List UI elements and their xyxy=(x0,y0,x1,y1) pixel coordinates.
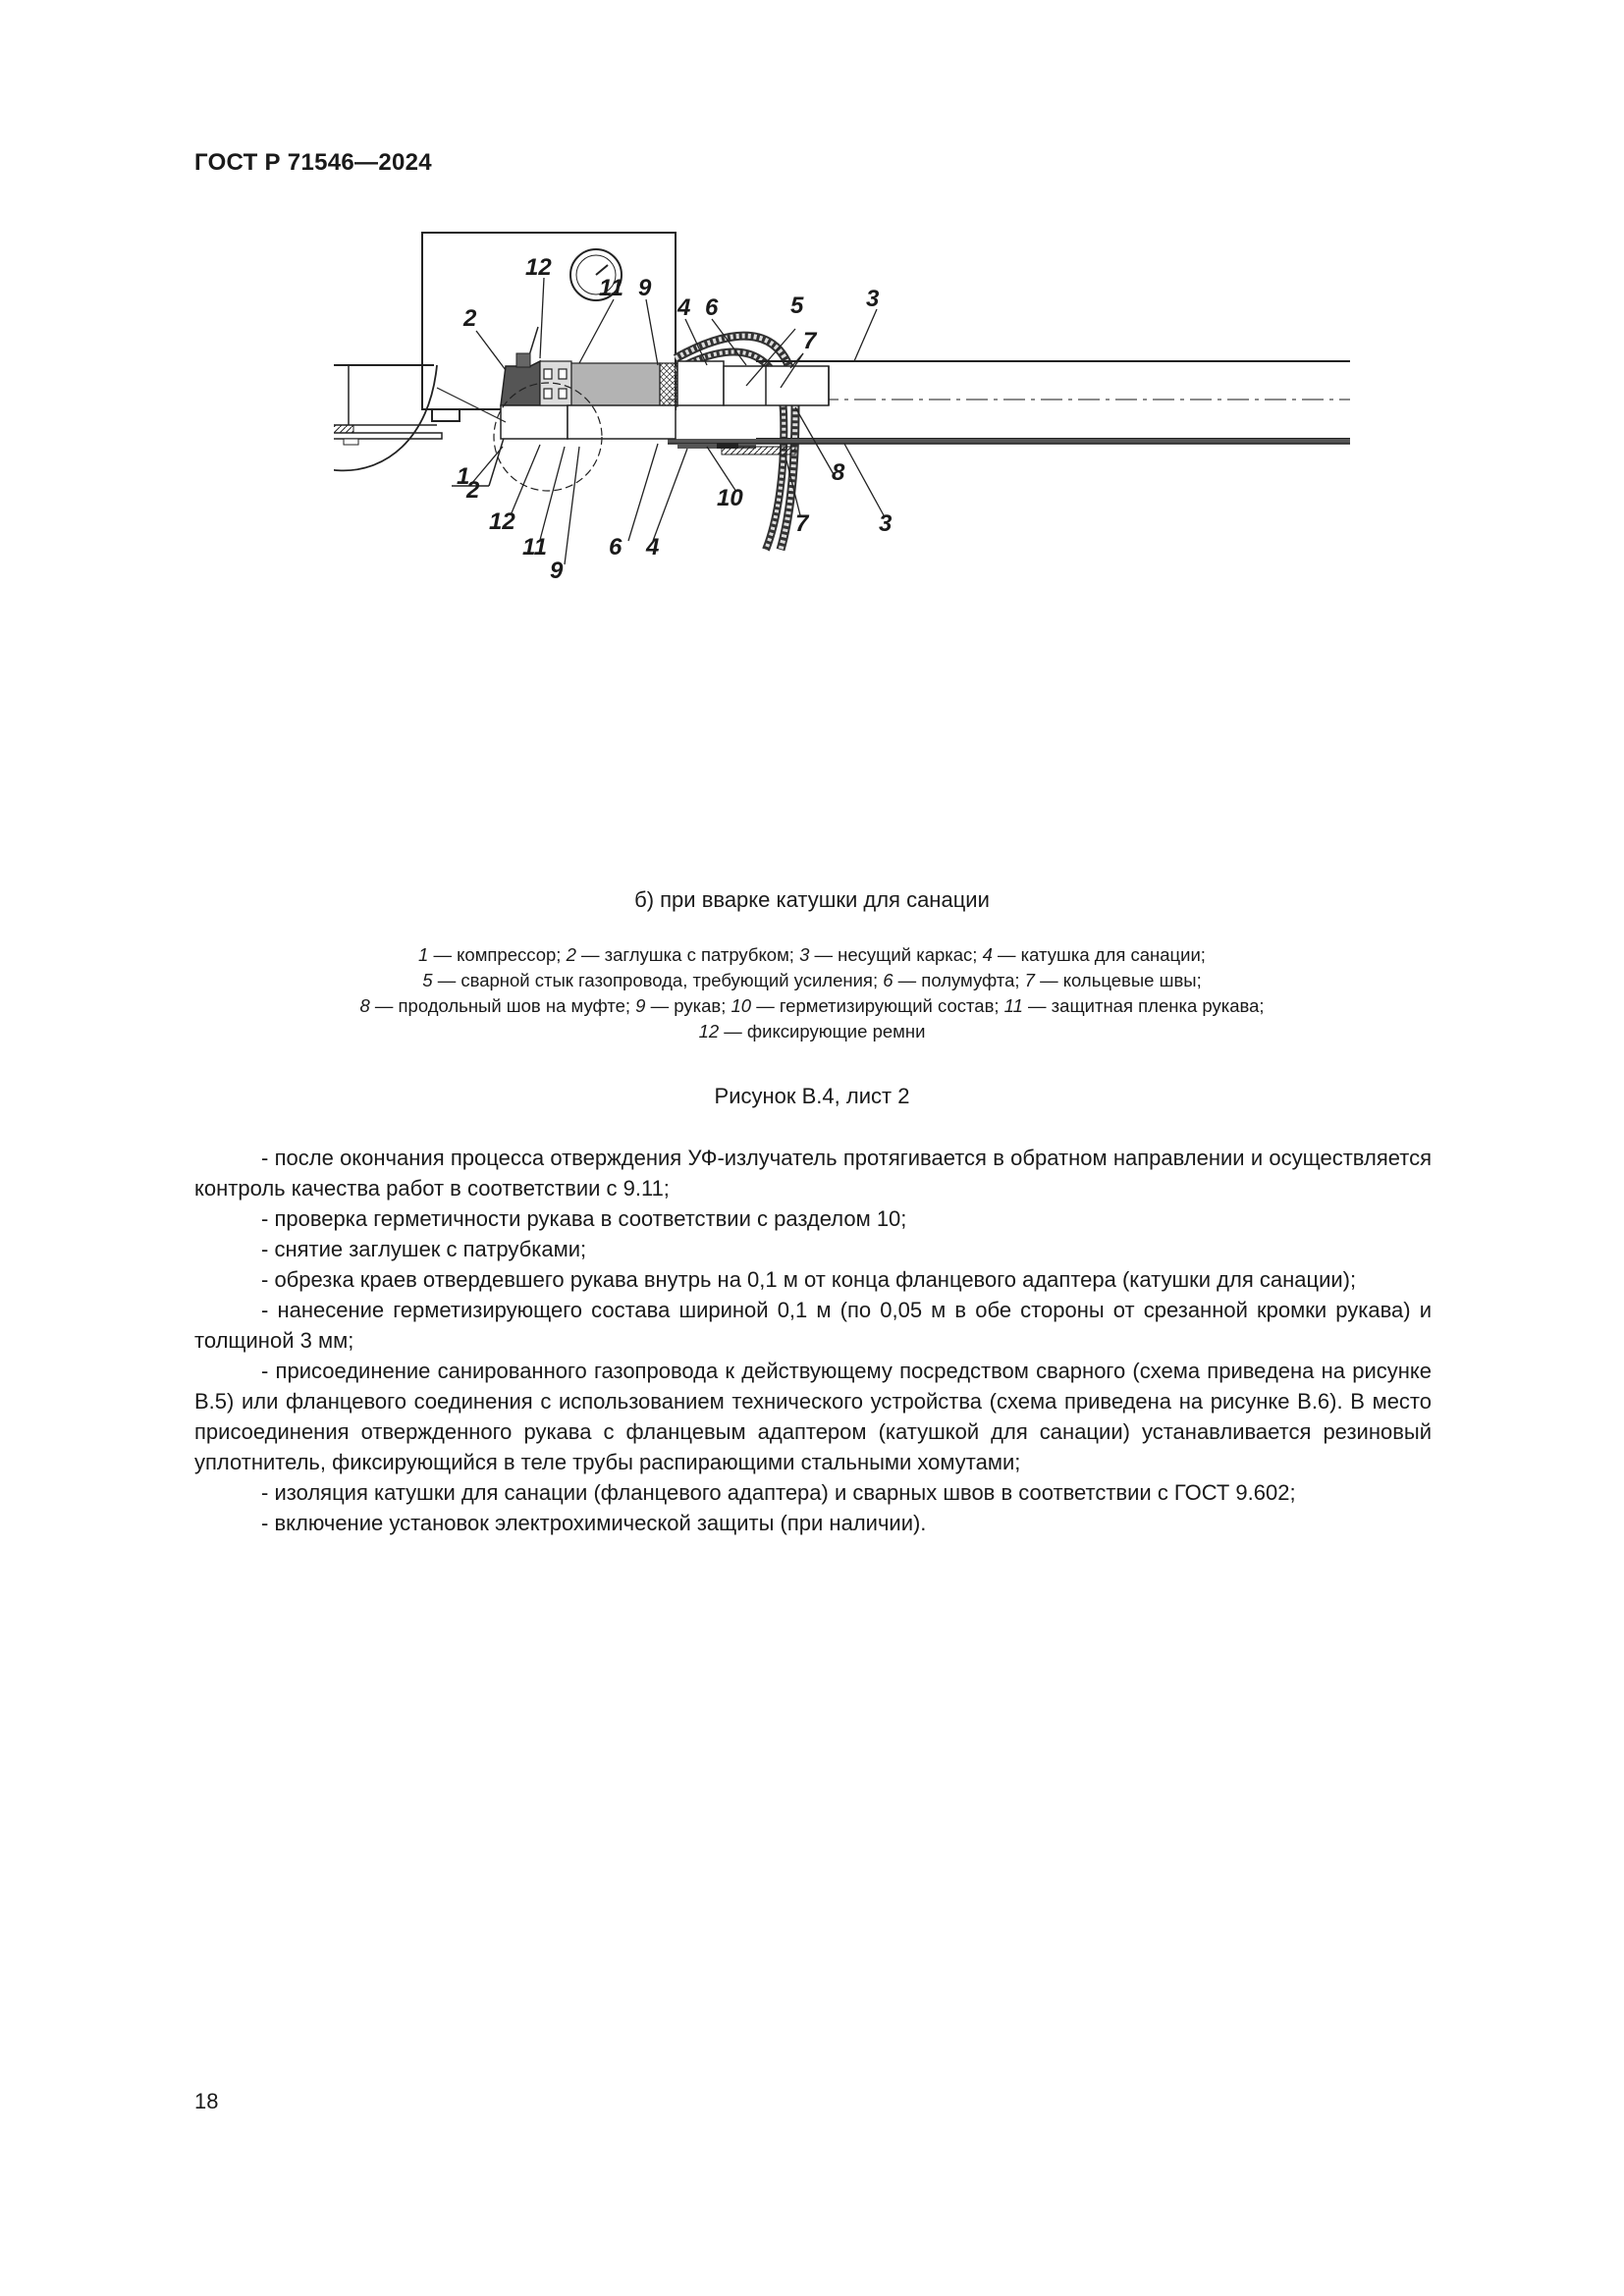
callout-6-top: 6 xyxy=(705,294,719,321)
legend-text: — несущий каркас; xyxy=(809,944,983,965)
legend-line xyxy=(0,942,1624,968)
legend-text: — продольный шов на муфте; xyxy=(369,995,636,1016)
repair-spool xyxy=(677,361,724,405)
legend-text: — заглушка с патрубком; xyxy=(575,944,800,965)
legend-line xyxy=(0,1019,1624,1044)
legend-text: — фиксирующие ремни xyxy=(719,1021,926,1041)
legend-text: — компрессор; xyxy=(428,944,567,965)
legend-text: — защитная пленка рукава; xyxy=(1022,995,1265,1016)
list-item: - присоединение санированного газопровода к действующему посредством сварного (схема приведена на рисунке В.5) или фланцевого соединения с использованием технического устройства (схема приведена на рисунке В.6). В место присоединения отвержденного рукава с фланцевым адаптером (катушкой для санации) устанавливается резиновый уплотнитель, фиксирующийся в теле трубы распирающими стальными хомутами; xyxy=(194,1359,1432,1474)
sealant xyxy=(660,363,677,406)
callout-9-top: 9 xyxy=(638,275,652,301)
diagram-svg xyxy=(334,221,1394,859)
callout-12-bottom: 12 xyxy=(489,508,515,535)
figure-diagram xyxy=(334,221,1394,859)
figure-title: Рисунок В.4, лист 2 xyxy=(714,1084,910,1108)
callout-2-top: 2 xyxy=(463,305,477,332)
list-item: - обрезка краев отвердевшего рукава внутрь на 0,1 м от конца фланцевого адаптера (катушки для санации); xyxy=(261,1267,1357,1292)
legend-text: — кольцевые швы; xyxy=(1034,970,1202,990)
legend-number: 10 xyxy=(731,995,752,1016)
list-item: - нанесение герметизирующего состава шириной 0,1 м (по 0,05 м в обе стороны от срезанной кромки рукава) и толщиной 3 мм; xyxy=(194,1298,1432,1353)
page-number: 18 xyxy=(194,2089,219,2113)
callout-6-bottom: 6 xyxy=(609,534,623,561)
half-coupling xyxy=(724,366,829,405)
sleeve xyxy=(571,363,660,406)
callout-1: 1 xyxy=(457,463,470,490)
callout-11-bottom: 11 xyxy=(522,534,547,561)
legend-number: 2 xyxy=(566,944,576,965)
legend-line xyxy=(0,968,1624,993)
list-item: - снятие заглушек с патрубками; xyxy=(261,1237,587,1261)
figure-legend xyxy=(0,942,1624,1044)
legend-text: — полумуфта; xyxy=(893,970,1025,990)
callout-10: 10 xyxy=(717,485,743,511)
legend-number: 5 xyxy=(422,970,433,990)
legend-number: 12 xyxy=(698,1021,720,1041)
legend-number: 3 xyxy=(799,944,810,965)
legend-number: 4 xyxy=(982,944,993,965)
document-header: ГОСТ Р 71546—2024 xyxy=(194,149,432,176)
legend-number: 6 xyxy=(883,970,893,990)
callout-9-bottom: 9 xyxy=(550,558,564,584)
figure-subcaption: б) при вварке катушки для санации xyxy=(634,887,990,912)
legend-text: — рукав; xyxy=(645,995,731,1016)
legend-text: — катушка для санации; xyxy=(992,944,1206,965)
legend-text: — сварной стык газопровода, требующий усиления; xyxy=(432,970,884,990)
legend-number: 8 xyxy=(359,995,370,1016)
list-item: - проверка герметичности рукава в соответствии с разделом 10; xyxy=(261,1206,907,1231)
callout-4-top: 4 xyxy=(677,294,691,321)
list-item: - изоляция катушки для санации (фланцевого адаптера) и сварных швов в соответствии с ГОСТ 9.602; xyxy=(261,1480,1296,1505)
callout-8: 8 xyxy=(832,459,845,486)
callout-5: 5 xyxy=(790,293,804,319)
list-item: - включение установок электрохимической защиты (при наличии). xyxy=(261,1511,927,1535)
legend-number: 9 xyxy=(635,995,646,1016)
body-text xyxy=(194,1143,1432,1538)
legend-number: 7 xyxy=(1024,970,1035,990)
legend-line xyxy=(0,993,1624,1019)
callout-3-bottom: 3 xyxy=(879,510,893,537)
legend-text: — герметизирующий состав; xyxy=(751,995,1004,1016)
callout-7-top: 7 xyxy=(803,328,817,354)
list-item: - после окончания процесса отверждения УФ-излучатель протягивается в обратном направлении и осуществляется контроль качества работ в соответствии с 9.11; xyxy=(194,1146,1432,1201)
callout-11-top: 11 xyxy=(599,275,623,301)
callout-12-top: 12 xyxy=(525,254,552,281)
legend-number: 11 xyxy=(1003,995,1023,1016)
callout-4-bottom: 4 xyxy=(646,534,660,561)
callout-3-top: 3 xyxy=(866,286,880,312)
callout-7-bottom: 7 xyxy=(795,510,809,537)
legend-number: 1 xyxy=(418,944,429,965)
callout-2-bottom: 2 xyxy=(466,477,480,504)
